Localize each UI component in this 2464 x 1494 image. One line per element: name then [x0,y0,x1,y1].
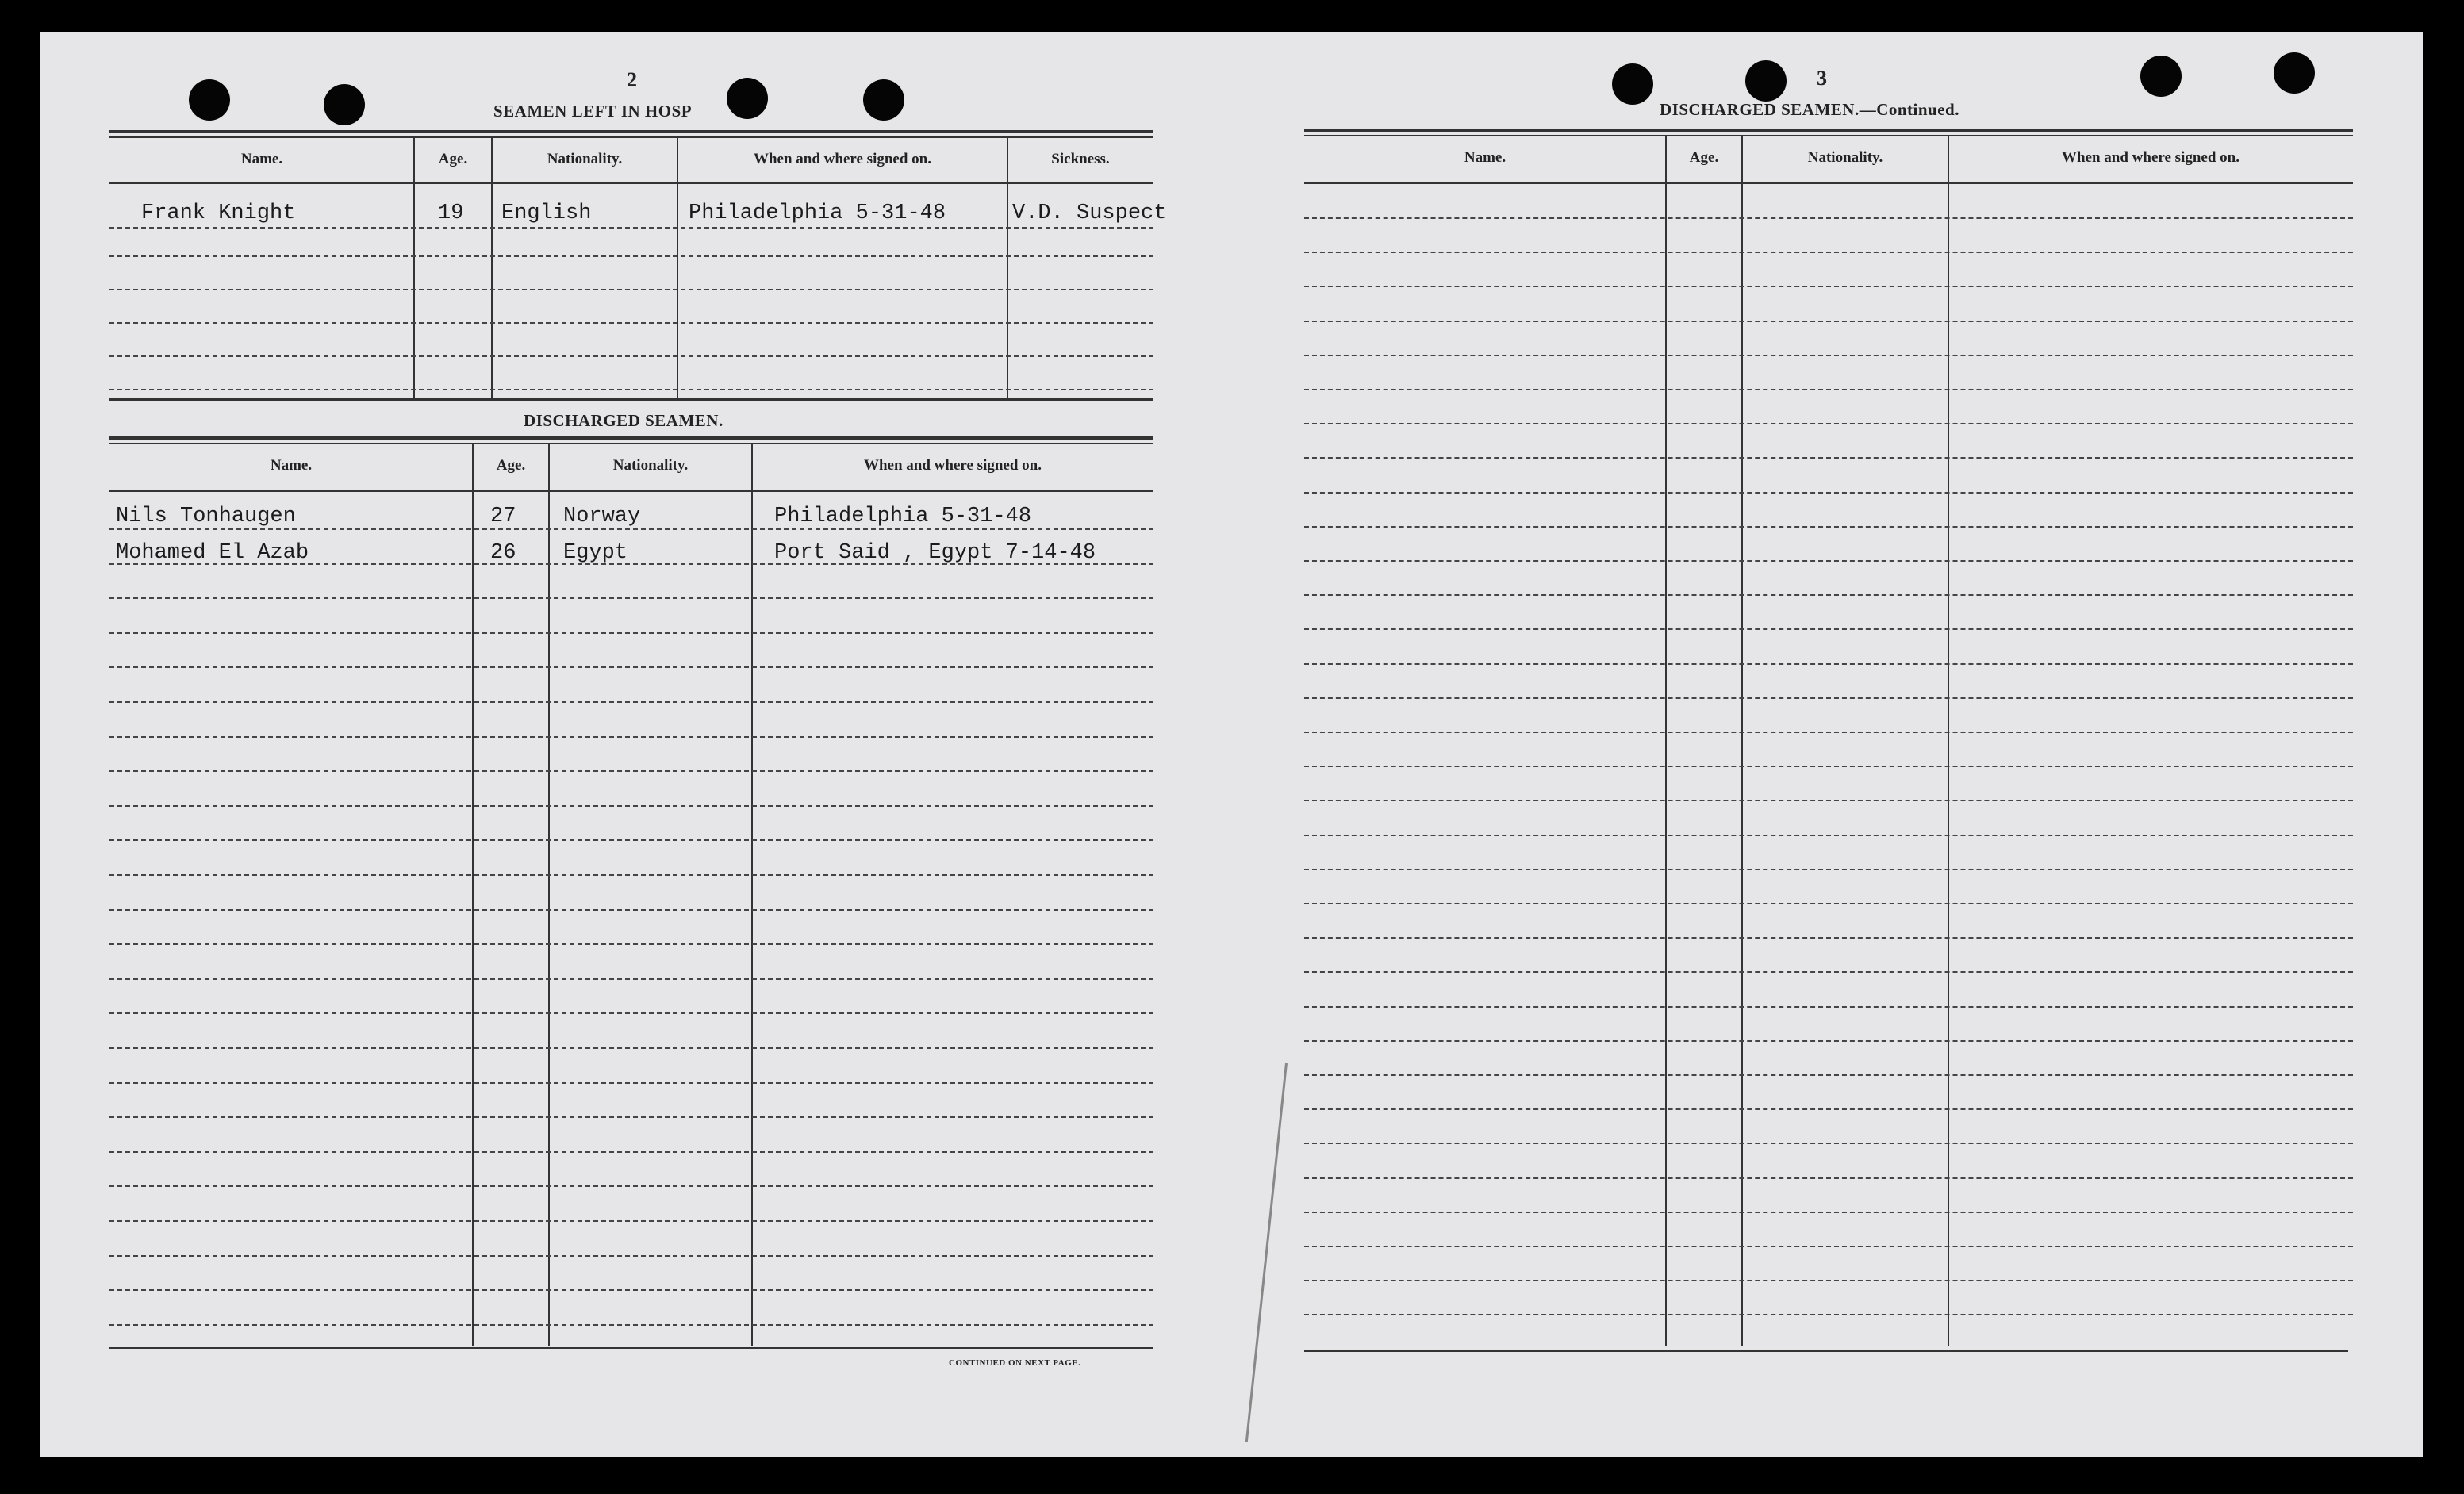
column-divider [677,138,678,398]
row-line [109,1255,1153,1257]
row-line [1304,492,2353,494]
table-rule [109,130,1153,133]
discharged-header-age: Age. [496,457,526,474]
row-line [1304,1006,2353,1008]
punch-hole [2140,56,2182,97]
section-rule [109,398,1153,401]
table-row-nationality: Norway [563,505,641,528]
discharged-header-signed-on: When and where signed on. [863,457,1042,474]
row-line [109,666,1153,668]
punch-hole [324,84,365,125]
table-row-signed-on: Philadelphia 5-31-48 [689,202,946,225]
hospital-header-age: Age. [438,151,468,167]
discharged-continued-title: DISCHARGED SEAMEN.—Continued. [1660,100,1959,119]
table-row-age: 26 [490,541,516,565]
row-line [1304,389,2353,390]
hospital-header-nationality: Nationality. [547,151,623,167]
table-row-name: Frank Knight [141,202,296,225]
discharged-header-nationality: Nationality. [612,457,689,474]
right-header-name: Name. [1464,149,1506,166]
table-rule [1304,129,2353,132]
row-line [109,597,1153,599]
table-rule [109,443,1153,444]
row-line [1304,1280,2353,1281]
column-divider [1665,136,1667,1346]
row-line [1304,1143,2353,1144]
column-divider [1948,136,1949,1346]
table-row-sickness: V.D. Suspect [1012,202,1167,225]
row-line [1304,252,2353,253]
page-number-left: 2 [627,68,637,91]
row-line [1304,1212,2353,1213]
row-line [1304,663,2353,665]
row-line [1304,732,2353,733]
column-divider [491,138,493,398]
row-line [109,528,1153,530]
row-line [109,1151,1153,1153]
punch-hole [863,79,904,121]
discharged-section-title: DISCHARGED SEAMEN. [524,411,723,430]
column-divider [548,444,550,1346]
right-header-signed-on: When and where signed on. [2061,149,2239,166]
table-bottom-rule [1304,1350,2348,1352]
row-line [109,355,1153,357]
row-line [109,874,1153,876]
row-line [1304,628,2353,630]
hospital-header-sickness: Sickness. [1051,151,1110,167]
table-row-nationality: Egypt [563,541,628,565]
row-line [109,227,1153,229]
row-line [1304,1177,2353,1179]
row-line [109,1220,1153,1222]
row-line [109,289,1153,290]
table-row-signed-on: Port Said , Egypt 7-14-48 [774,541,1096,565]
right-header-nationality: Nationality. [1807,149,1883,166]
table-rule [1304,135,2353,136]
punch-hole [1745,60,1787,102]
column-divider [1007,138,1008,398]
hospital-header-signed-on: When and where signed on. [753,151,931,167]
row-line [109,943,1153,945]
row-line [109,1047,1153,1049]
row-line [1304,286,2353,287]
row-line [1304,1108,2353,1110]
table-row-nationality: English [501,202,592,225]
row-line [1304,594,2353,596]
row-line [1304,766,2353,767]
row-line [1304,355,2353,356]
row-line [109,1289,1153,1291]
row-line [109,770,1153,772]
header-underline [109,490,1153,492]
row-line [1304,800,2353,801]
row-line [1304,526,2353,528]
document-sheet [40,32,2423,1457]
table-row-age: 19 [438,202,464,225]
row-line [109,632,1153,634]
row-line [1304,903,2353,904]
row-line [109,1116,1153,1118]
row-line [1304,835,2353,836]
table-row-name: Mohamed El Azab [116,541,309,565]
row-line [1304,697,2353,699]
hospital-header-name: Name. [240,151,283,167]
row-line [109,805,1153,807]
hospital-section-title: SEAMEN LEFT IN HOSP [493,102,693,121]
row-line [109,1324,1153,1326]
row-line [109,1082,1153,1084]
row-line [1304,937,2353,939]
row-line [1304,1246,2353,1247]
row-line [1304,321,2353,322]
row-line [1304,217,2353,219]
table-row-signed-on: Philadelphia 5-31-48 [774,505,1032,528]
column-divider [1741,136,1743,1346]
row-line [109,736,1153,738]
row-line [109,978,1153,980]
row-line [1304,423,2353,424]
header-underline [109,182,1153,184]
continued-footer: CONTINUED ON NEXT PAGE. [949,1358,1081,1368]
row-line [1304,1074,2353,1076]
column-divider [751,444,753,1346]
row-line [109,909,1153,911]
punch-hole [2274,52,2315,94]
row-line [109,255,1153,257]
row-line [109,1012,1153,1014]
table-row-name: Nils Tonhaugen [116,505,296,528]
row-line [109,839,1153,841]
punch-hole [1612,63,1653,105]
row-line [1304,560,2353,562]
row-line [109,701,1153,703]
column-divider [472,444,474,1346]
row-line [1304,869,2353,870]
right-header-age: Age. [1689,149,1719,166]
row-line [109,389,1153,390]
punch-hole [189,79,230,121]
row-line [109,1185,1153,1187]
row-line [1304,1040,2353,1042]
row-line [1304,457,2353,459]
page-number-right: 3 [1817,67,1827,90]
row-line [1304,971,2353,973]
table-rule [109,136,1153,138]
discharged-header-name: Name. [270,457,313,474]
table-bottom-rule [109,1347,1153,1349]
table-row-age: 27 [490,505,516,528]
header-underline [1304,182,2353,184]
column-divider [413,138,415,398]
row-line [1304,1314,2353,1315]
punch-hole [727,78,768,119]
row-line [109,322,1153,324]
table-rule [109,436,1153,440]
